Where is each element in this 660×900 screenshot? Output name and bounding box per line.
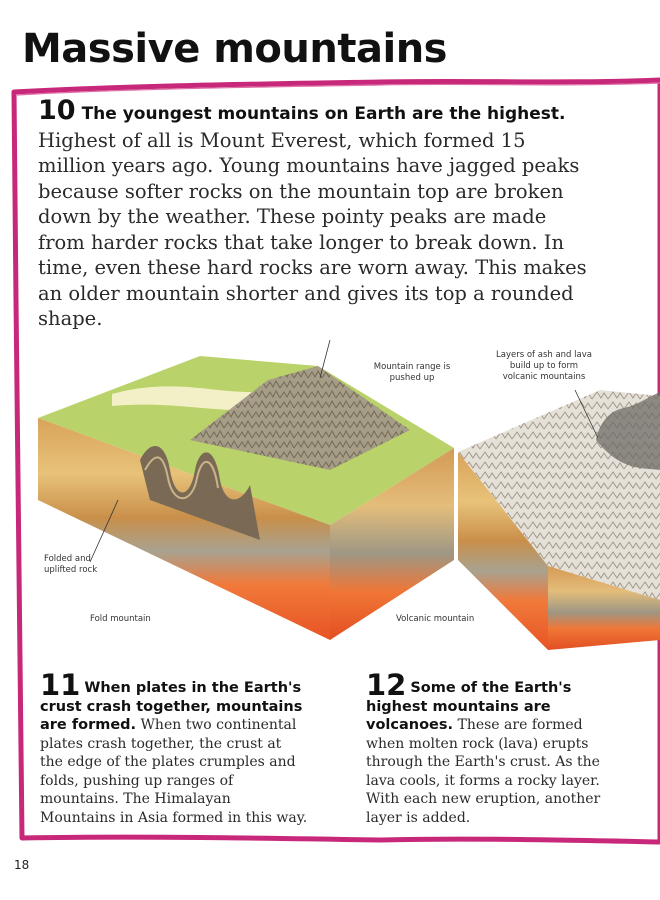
mountain-illustration xyxy=(0,338,660,658)
caption-volcanic-mountain: Volcanic mountain xyxy=(396,614,475,624)
section-lead: When plates in the Earth's crust crash together, mountains are formed. xyxy=(40,680,303,733)
label-folded-rock: Folded and uplifted rock xyxy=(44,554,98,575)
section-number: 12 xyxy=(366,668,407,702)
section-body: When two continental plates crash together, the crust at the edge of the plates crumples and folds, pushing up ranges of mountains. The Himalayan Mountains in Asia formed in this way. xyxy=(40,717,308,826)
label-range-pushed: Mountain range is pushed up xyxy=(373,362,451,383)
section-12 xyxy=(366,668,616,827)
label-ash-lava-layers: Layers of ash and lava build up to form volcanic mountains xyxy=(496,350,592,382)
section-body: Highest of all is Mount Everest, which formed 15 million years ago. Young mountains have jagged peaks because softer rocks on the mountain top are broken down by the weather. These pointy peaks are made from harder rocks that take longer to break down. In time, even these hard rocks are worn away. This makes an older mountain shorter and gives its top a rounded shape. xyxy=(38,128,587,330)
section-11 xyxy=(40,668,308,827)
section-body: These are formed when molten rock (lava) erupts through the Earth's crust. As the lava cools, it forms a rocky layer. With each new eruption, another layer is added. xyxy=(366,717,601,826)
volcanic-mountain-block xyxy=(458,390,660,650)
section-10 xyxy=(38,95,593,332)
section-lead: The youngest mountains on Earth are the highest. xyxy=(81,104,566,124)
fold-mountain-block xyxy=(38,340,454,640)
caption-fold-mountain: Fold mountain xyxy=(90,614,151,624)
page-number: 18 xyxy=(14,858,30,872)
section-lead: Some of the Earth's highest mountains are volcanoes. xyxy=(366,680,572,733)
page-title: Massive mountains xyxy=(22,26,447,72)
section-number: 10 xyxy=(38,95,76,126)
section-number: 11 xyxy=(40,668,81,702)
